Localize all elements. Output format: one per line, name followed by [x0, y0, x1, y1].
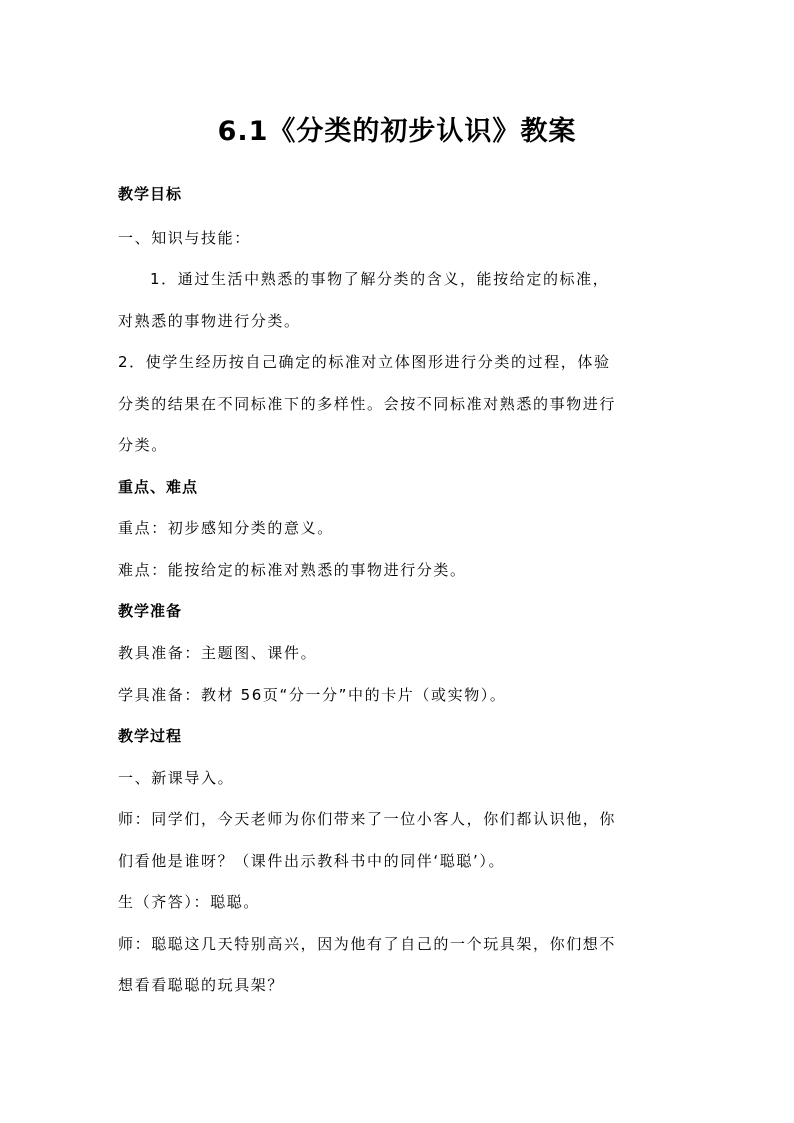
paragraph-line: 们看他是谁呀？（课件出示教科书中的同伴‘聪聪’）。: [118, 852, 506, 870]
document-title: 6.1《分类的初步认识》教案: [217, 116, 577, 147]
paragraph-line: 重点：初步感知分类的意义。: [118, 519, 334, 537]
paragraph-line: 想看看聪聪的玩具架？: [118, 976, 285, 994]
section-heading-process: 教学过程: [118, 727, 183, 745]
paragraph-line: 师：聪聪这几天特别高兴，因为他有了自己的一个玩具架，你们想不: [118, 935, 617, 953]
paragraph-line: 一、新课导入。: [118, 769, 235, 787]
paragraph-line: 对熟悉的事物进行分类。: [118, 312, 301, 330]
paragraph-line: 分类。: [118, 436, 168, 454]
section-heading-preparation: 教学准备: [118, 602, 183, 620]
section-heading-key-points: 重点、难点: [118, 478, 199, 496]
paragraph-line: 学具准备：教材 56页“分一分”中的卡片（或实物）。: [118, 686, 507, 704]
section-heading-objectives: 教学目标: [118, 185, 183, 203]
paragraph-line: 一、知识与技能：: [118, 229, 251, 247]
paragraph-line: 2．使学生经历按自己确定的标准对立体图形进行分类的过程，体验: [118, 353, 611, 371]
paragraph-line: 师：同学们，今天老师为你们带来了一位小客人，你们都认识他，你: [118, 810, 617, 828]
paragraph-line: 生（齐答）：聪聪。: [118, 893, 260, 911]
paragraph-line: 分类的结果在不同标准下的多样性。会按不同标准对熟悉的事物进行: [118, 395, 617, 413]
paragraph-line: 1．通过生活中熟悉的事物了解分类的含义，能按给定的标准，: [150, 270, 610, 288]
paragraph-line: 教具准备：主题图、课件。: [118, 644, 318, 662]
paragraph-line: 难点：能按给定的标准对熟悉的事物进行分类。: [118, 561, 467, 579]
